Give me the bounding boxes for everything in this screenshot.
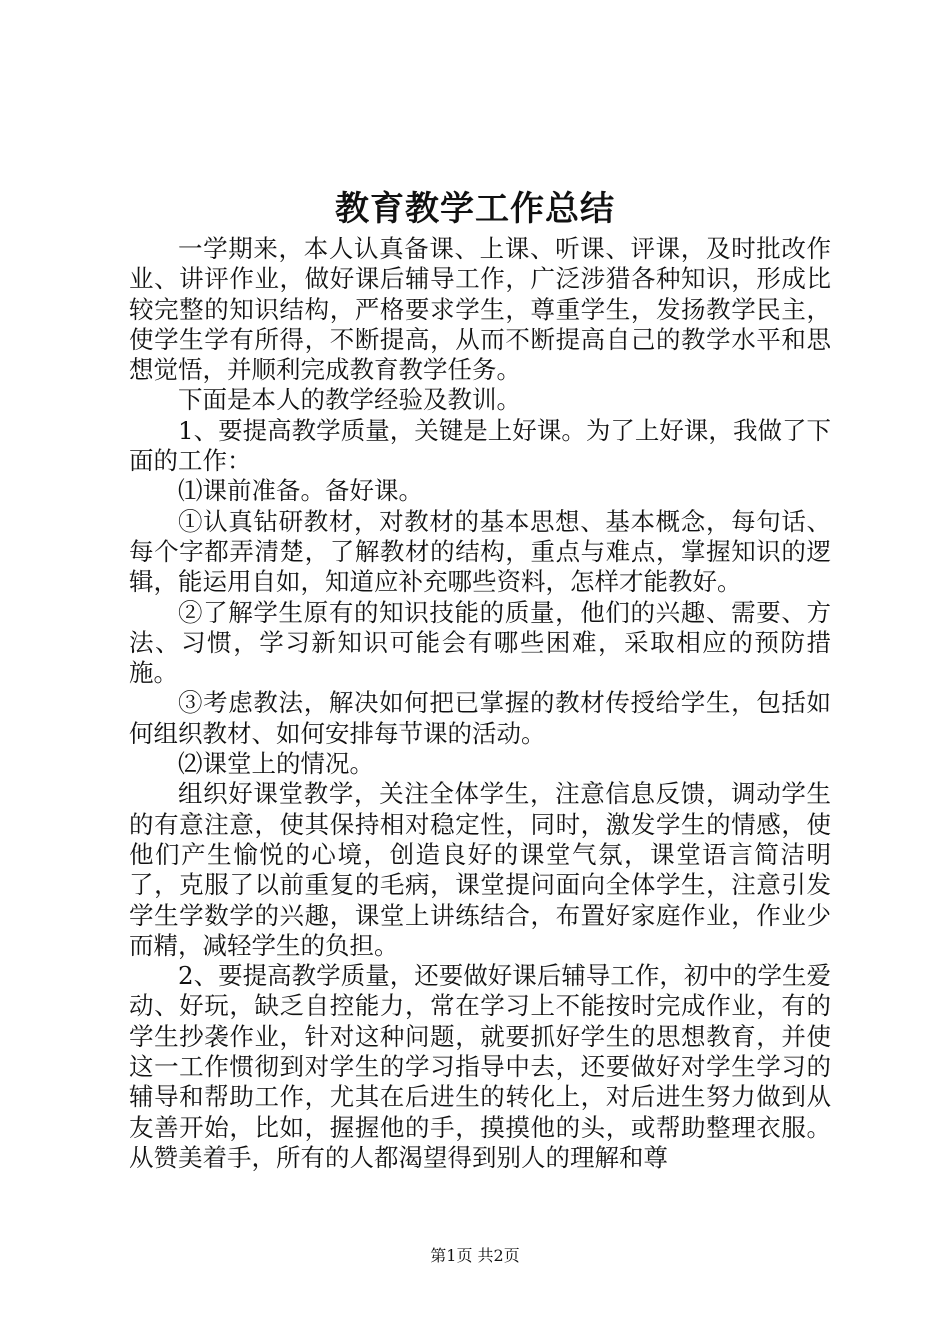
paragraph-classroom: ⑵课堂上的情况。	[178, 749, 374, 779]
paragraph-prep-item-1: ①认真钻研教材，对教材的基本思想、基本概念，每句话、每个字都弄清楚，了解教材的结构，重点与难点，掌握知识的逻辑，能运用自如，知道应补充哪些资料，怎样才能教好。	[129, 506, 831, 597]
paragraph-point-2: 2、要提高教学质量，还要做好课后辅导工作，初中的学生爱动、好玩，缺乏自控能力，常在学习上不能按时完成作业，有的学生抄袭作业，针对这种问题，就要抓好学生的思想教育，并使这一工作惯彻到对学生的学习指导中去，还要做好对学生学习的辅导和帮助工作，尤其在后进生的转化上，对后进生努力做到从友善开始，比如，握握他的手，摸摸他的头，或帮助整理衣服。从赞美着手，所有的人都渴望得到别人的理解和尊	[129, 961, 831, 1172]
page-footer: 第1页 共2页	[430, 1246, 520, 1265]
paragraph-intro: 一学期来，本人认真备课、上课、听课、评课，及时批改作业、讲评作业，做好课后辅导工作，广泛涉猎各种知识，形成比较完整的知识结构，严格要求学生，尊重学生，发扬教学民主，使学生学有所得，不断提高，从而不断提高自己的教学水平和思想觉悟，并顺利完成教育教学任务。	[129, 234, 831, 385]
paragraph-classroom-detail: 组织好课堂教学，关注全体学生，注意信息反馈，调动学生的有意注意，使其保持相对稳定性，同时，激发学生的情感，使他们产生愉悦的心境，创造良好的课堂气氛，课堂语言简洁明了，克服了以前重复的毛病，课堂提问面向全体学生，注意引发学生学数学的兴趣，课堂上讲练结合，布置好家庭作业，作业少而精，减轻学生的负担。	[129, 779, 831, 960]
paragraph-point-1: 1、要提高教学质量，关键是上好课。为了上好课，我做了下面的工作：	[129, 415, 831, 476]
document-body	[129, 234, 831, 1173]
document-title: 教育教学工作总结	[335, 189, 615, 229]
paragraph-experience: 下面是本人的教学经验及教训。	[178, 385, 521, 415]
paragraph-prep-item-3: ③考虑教法，解决如何把已掌握的教材传授给学生，包括如何组织教材、如何安排每节课的活动。	[129, 688, 831, 748]
paragraph-prep-item-2: ②了解学生原有的知识技能的质量，他们的兴趣、需要、方法、习惯，学习新知识可能会有哪些困难，采取相应的预防措施。	[129, 597, 831, 688]
paragraph-prep: ⑴课前准备。备好课。	[178, 476, 423, 506]
